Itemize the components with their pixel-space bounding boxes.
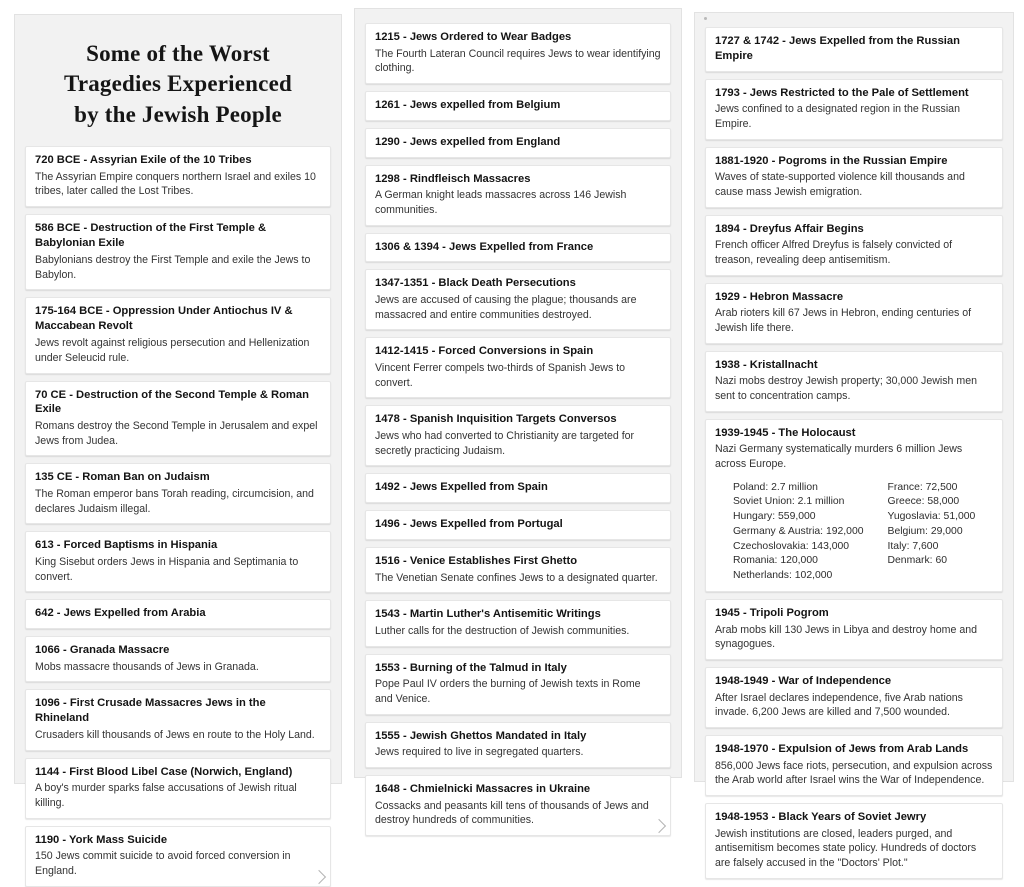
stat-item: Denmark: 60 bbox=[887, 555, 947, 567]
timeline-entry bbox=[705, 79, 1003, 140]
stat-item: Czechoslovakia: 143,000 bbox=[732, 540, 850, 552]
entry-body: The Fourth Lateran Council requires Jews to wear identifying clothing. bbox=[374, 47, 661, 75]
stat-item: Germany & Austria: 192,000 bbox=[732, 525, 864, 537]
timeline-entry bbox=[365, 722, 671, 768]
page-title-line-3: by the Jewish People bbox=[74, 101, 282, 127]
timeline-entry bbox=[365, 91, 671, 121]
stat-item: Hungary: 559,000 bbox=[732, 511, 816, 523]
entry-body: After Israel declares independence, five Arab nations invade. 6,200 Jews are killed and 7,500 wounded. bbox=[714, 691, 963, 719]
entry-body: Jews are accused of causing the plague; thousands are massacred and entire communities destroyed. bbox=[374, 294, 637, 321]
entry-heading: 1945 - Tripoli Pogrom bbox=[714, 606, 829, 619]
entry-body: Romans destroy the Second Temple in Jerusalem and expel Jews from Judea. bbox=[35, 420, 318, 447]
timeline-entry bbox=[365, 233, 671, 263]
entry-body: The Assyrian Empire conquers northern Israel and exiles 10 tribes, later called the Lost Tribes. bbox=[35, 170, 316, 198]
entry-body: The Venetian Senate confines Jews to a designated quarter. bbox=[374, 571, 658, 584]
timeline-entry bbox=[25, 463, 331, 524]
entry-heading: 1894 - Dreyfus Affair Begins bbox=[714, 222, 864, 235]
entry-heading: 1948-1953 - Black Years of Soviet Jewry bbox=[714, 810, 927, 823]
stat-item: Italy: 7,600 bbox=[887, 540, 939, 552]
timeline-entry bbox=[365, 269, 671, 330]
entry-body: Jews confined to a designated region in the Russian Empire. bbox=[714, 103, 960, 130]
timeline-entry-holocaust bbox=[705, 419, 1003, 592]
timeline-entry bbox=[365, 473, 671, 503]
entry-heading: 1412-1415 - Forced Conversions in Spain bbox=[374, 345, 594, 358]
entry-heading: 1543 - Martin Luther's Antisemitic Writings bbox=[374, 608, 601, 621]
entry-heading: 1881-1920 - Pogroms in the Russian Empire bbox=[714, 154, 948, 167]
stat-item: Yugoslavia: 51,000 bbox=[887, 511, 976, 523]
page-title-line-2: Tragedies Experienced bbox=[63, 71, 292, 97]
timeline-entry bbox=[25, 297, 331, 373]
column-2-list bbox=[365, 23, 671, 836]
entry-heading: 1215 - Jews Ordered to Wear Badges bbox=[374, 31, 572, 43]
column-2 bbox=[354, 8, 682, 827]
timeline-entry bbox=[365, 405, 671, 466]
entry-body: Waves of state-supported violence kill thousands and cause mass Jewish emigration. bbox=[714, 171, 965, 198]
entry-heading: 1144 - First Blood Libel Case (Norwich, England) bbox=[35, 765, 293, 778]
page-title bbox=[31, 39, 325, 130]
timeline-entry bbox=[365, 337, 671, 398]
entry-body: Arab mobs kill 130 Jews in Libya and destroy home and synagogues. bbox=[714, 623, 978, 651]
timeline-entry bbox=[705, 599, 1003, 660]
timeline-entry bbox=[705, 27, 1003, 72]
stat-item: Greece: 58,000 bbox=[887, 496, 960, 508]
entry-heading: 613 - Forced Baptisms in Hispania bbox=[35, 539, 218, 552]
entry-heading: 586 BCE - Destruction of the First Temple & Babylonian Exile bbox=[35, 222, 267, 250]
entry-body: 856,000 Jews face riots, persecution, and expulsion across the Arab world after Israel wins the War of Independence. bbox=[714, 759, 993, 787]
entry-heading: 1496 - Jews Expelled from Portugal bbox=[374, 518, 563, 531]
entry-heading: 720 BCE - Assyrian Exile of the 10 Tribes bbox=[35, 154, 252, 167]
entry-body: Jewish institutions are closed, leaders purged, and antisemitism becomes state policy. Hundreds of doctors are falsely accused in the "Doctors' Plot." bbox=[714, 827, 977, 869]
timeline-entry bbox=[365, 654, 671, 715]
entry-body: Arab rioters kill 67 Jews in Hebron, ending centuries of Jewish life there. bbox=[714, 307, 972, 334]
timeline-entry bbox=[365, 23, 671, 84]
column-3 bbox=[694, 12, 1014, 869]
stat-item: Netherlands: 102,000 bbox=[732, 570, 833, 582]
entry-heading: 1066 - Granada Massacre bbox=[35, 644, 170, 657]
entry-body: 150 Jews commit suicide to avoid forced conversion in England. bbox=[35, 850, 291, 878]
entry-heading: 642 - Jews Expelled from Arabia bbox=[35, 607, 206, 620]
entry-body: Luther calls for the destruction of Jewish communities. bbox=[374, 625, 630, 638]
holocaust-victims-table bbox=[715, 481, 993, 584]
entry-body: Jews required to live in segregated quarters. bbox=[374, 746, 584, 759]
entry-body: Nazi Germany systematically murders 6 million Jews across Europe. bbox=[714, 443, 963, 470]
holocaust-victims-column-left bbox=[733, 481, 864, 584]
stat-item: Belgium: 29,000 bbox=[887, 525, 963, 537]
timeline-entry bbox=[705, 735, 1003, 796]
entry-body: Mobs massacre thousands of Jews in Granada. bbox=[35, 660, 259, 673]
stat-item: Poland: 2.7 million bbox=[732, 481, 818, 493]
entry-body: A German knight leads massacres across 146 Jewish communities. bbox=[374, 189, 627, 216]
entry-heading: 1261 - Jews expelled from Belgium bbox=[374, 99, 561, 111]
entry-heading: 1347-1351 - Black Death Persecutions bbox=[374, 277, 576, 290]
entry-heading: 1516 - Venice Establishes First Ghetto bbox=[374, 554, 578, 567]
timeline-entry bbox=[25, 531, 331, 592]
entry-heading: 1290 - Jews expelled from England bbox=[374, 135, 561, 148]
entry-heading: 1298 - Rindfleisch Massacres bbox=[374, 172, 531, 185]
entry-heading: 1929 - Hebron Massacre bbox=[714, 290, 844, 303]
entry-body: The Roman emperor bans Torah reading, circumcision, and declares Judaism illegal. bbox=[35, 488, 314, 515]
entry-body: Crusaders kill thousands of Jews en route to the Holy Land. bbox=[35, 729, 315, 742]
entry-body: Babylonians destroy the First Temple and exile the Jews to Babylon. bbox=[35, 254, 311, 281]
entry-heading: 1939-1945 - The Holocaust bbox=[714, 426, 856, 439]
entry-heading: 1948-1970 - Expulsion of Jews from Arab Lands bbox=[714, 742, 969, 755]
timeline-entry bbox=[705, 351, 1003, 412]
timeline-entry bbox=[25, 599, 331, 629]
column-3-list bbox=[705, 27, 1003, 879]
entry-heading: 1793 - Jews Restricted to the Pale of Settlement bbox=[714, 86, 969, 99]
entry-heading: 175-164 BCE - Oppression Under Antiochus IV & Maccabean Revolt bbox=[35, 305, 293, 333]
timeline-entry bbox=[25, 636, 331, 682]
timeline-entry bbox=[365, 510, 671, 540]
timeline-entry bbox=[365, 600, 671, 646]
timeline-entry bbox=[365, 165, 671, 226]
timeline-entry bbox=[705, 215, 1003, 276]
entry-heading: 1938 - Kristallnacht bbox=[714, 358, 818, 371]
timeline-entry bbox=[25, 381, 331, 457]
timeline-entry bbox=[25, 214, 331, 290]
timeline-entry bbox=[365, 547, 671, 593]
holocaust-victims-column-right bbox=[888, 481, 976, 584]
entry-body: Vincent Ferrer compels two-thirds of Spanish Jews to convert. bbox=[374, 362, 626, 389]
entry-heading: 1190 - York Mass Suicide bbox=[35, 833, 168, 846]
timeline-entry bbox=[365, 775, 671, 836]
entry-body: Jews who had converted to Christianity are targeted for secretly practicing Judaism. bbox=[374, 430, 635, 457]
timeline-entry bbox=[25, 689, 331, 750]
timeline-entry bbox=[705, 803, 1003, 879]
timeline-entry bbox=[705, 147, 1003, 208]
entry-heading: 1553 - Burning of the Talmud in Italy bbox=[374, 661, 567, 674]
column-1-list bbox=[25, 146, 331, 887]
entry-heading: 1648 - Chmielnicki Massacres in Ukraine bbox=[374, 783, 591, 796]
entry-body: Cossacks and peasants kill tens of thousands of Jews and destroy hundreds of communities. bbox=[374, 799, 649, 827]
entry-body: Nazi mobs destroy Jewish property; 30,000 Jewish men sent to concentration camps. bbox=[714, 375, 977, 402]
entry-heading: 1555 - Jewish Ghettos Mandated in Italy bbox=[374, 729, 587, 742]
timeline-entry bbox=[25, 758, 331, 819]
timeline-entry bbox=[365, 128, 671, 158]
timeline-entry bbox=[25, 826, 331, 887]
entry-heading: 135 CE - Roman Ban on Judaism bbox=[35, 471, 210, 484]
timeline-entry bbox=[705, 667, 1003, 728]
entry-body: French officer Alfred Dreyfus is falsely convicted of treason, revealing deep antisemitism. bbox=[714, 239, 953, 266]
stat-item: France: 72,500 bbox=[887, 481, 958, 493]
entry-heading: 70 CE - Destruction of the Second Temple & Roman Exile bbox=[35, 388, 309, 416]
entry-heading: 1948-1949 - War of Independence bbox=[714, 674, 892, 687]
page-title-line-1: Some of the Worst bbox=[86, 41, 270, 66]
entry-heading: 1478 - Spanish Inquisition Targets Conversos bbox=[374, 413, 617, 426]
entry-body: King Sisebut orders Jews in Hispania and Septimania to convert. bbox=[35, 556, 299, 583]
entry-body: Pope Paul IV orders the burning of Jewish texts in Rome and Venice. bbox=[374, 678, 641, 706]
timeline-entry bbox=[705, 283, 1003, 344]
entry-body: Jews revolt against religious persecution and Hellenization under Seleucid rule. bbox=[35, 337, 310, 364]
timeline-entry bbox=[25, 146, 331, 207]
entry-heading: 1492 - Jews Expelled from Spain bbox=[374, 481, 548, 494]
entry-heading: 1306 & 1394 - Jews Expelled from France bbox=[374, 240, 594, 253]
stat-item: Romania: 120,000 bbox=[732, 555, 818, 567]
entry-body: A boy's murder sparks false accusations of Jewish ritual killing. bbox=[35, 782, 297, 810]
entry-heading: 1727 & 1742 - Jews Expelled from the Russian Empire bbox=[714, 35, 960, 62]
bullet-dot-icon bbox=[704, 17, 707, 20]
stat-item: Soviet Union: 2.1 million bbox=[732, 496, 845, 508]
entry-heading: 1096 - First Crusade Massacres Jews in the Rhineland bbox=[35, 697, 266, 725]
column-1 bbox=[14, 14, 342, 878]
